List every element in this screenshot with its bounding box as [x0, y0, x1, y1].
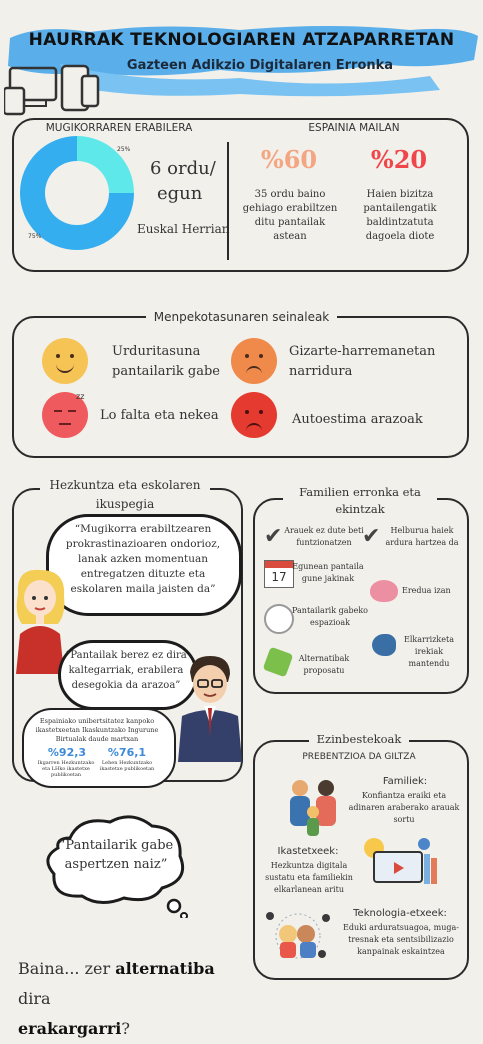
plate-icon — [264, 604, 294, 634]
stat1-text: 35 ordu baino gehiago erabiltzen ditu pantailak astean — [242, 189, 338, 242]
sign-text-4: Autoestima arazoak — [292, 412, 423, 427]
usage-region: Euskal Herrian — [137, 222, 230, 236]
closing-bold-2: erakargarri — [18, 1019, 122, 1038]
usage-divider — [227, 142, 229, 260]
ikastetxeek-text: Hezkuntza digitala sustatu eta familiekin elkarlanean aritu — [265, 861, 353, 894]
sign-text-2: Gizarte-harremanetan narridura — [289, 344, 436, 379]
checkmark-icon-2: ✔ — [362, 524, 381, 549]
family-item-6: Elkarrizketa irekiak mantendu — [403, 635, 454, 668]
closing-line: Baina... zer alternatiba dira erakargarri? — [18, 959, 215, 1038]
donut-slice-1 — [77, 136, 134, 193]
donut-label-small: 25% — [117, 146, 131, 153]
essentials-title-wrap — [253, 728, 465, 747]
family-item-2: Helburua haiek ardura hartzea da — [385, 526, 459, 547]
page-title: HAURRAK TEKNOLOGIAREN ATZAPARRETAN — [28, 30, 455, 50]
usage-hours: 6 ordu/ — [150, 158, 216, 179]
stat2-value: %20 — [370, 145, 428, 174]
family-item-7: Alternatibak proposatu — [298, 654, 350, 675]
checkmark-icon: ✔ — [264, 524, 283, 549]
quote-1: “Mugikorra erabiltzearen prokrastinazioaren ondorioz, lanak azken momentuan entregatzen dituzte eta eskolaren maila jaisten da” — [65, 523, 221, 595]
signs-panel — [12, 316, 469, 458]
stat2-text: Haien bizitza pantailengatik baldintzatuta dagoela diote — [363, 189, 437, 242]
family-item-1: Arauek ez dute beti funtzionatzen — [284, 526, 364, 547]
quote-2: “Pantailak berez ez dira kaltegarriak, erabilera desegokia da arazoa” — [65, 650, 187, 691]
education-title-wrap: Hezkuntza eta eskolaren ikuspegia — [40, 476, 210, 514]
family-illustration — [278, 776, 348, 838]
brain-icon — [370, 580, 398, 602]
essentials-subtitle: PREBENTZIOA DA GILTZA — [302, 752, 416, 762]
donut-label-big: 75% — [28, 233, 42, 240]
usage-left-title: MUGIKORRAREN ERABILERA — [45, 122, 193, 134]
familiek-text: Konfiantza eraiki eta adinaren araberako arauak sortu — [348, 791, 460, 824]
tired-face-icon: zz — [42, 392, 88, 438]
worried-face-icon — [231, 392, 277, 438]
speaking-head-icon — [372, 634, 396, 656]
stat1-value: %60 — [260, 145, 318, 174]
sad-face-icon — [231, 338, 277, 384]
usage-right-title: ESPAINIA MAILAN — [308, 122, 400, 134]
sign-text-3: Lo falta eta nekea — [100, 408, 219, 423]
signs-title-wrap — [0, 306, 483, 325]
teknologia-title: Teknologia-etxeek: — [353, 908, 447, 919]
calendar-icon: 17 — [264, 560, 294, 588]
ikastetxeek-title: Ikastetxeek: — [277, 846, 339, 857]
survey-pct-1-label: Ikgarren Hezkuntzako eta LHko ikastetxe publikoetan — [37, 760, 95, 778]
family-item-3: Egunean pantaila gune jakinak — [292, 562, 364, 583]
cloud-quote: “Pantailarik gabe aspertzen naiz” — [58, 838, 174, 872]
computer-illustration — [360, 834, 440, 894]
closing-bold-1: alternatiba — [115, 959, 215, 978]
survey-pct-2: %76,1 — [107, 746, 147, 759]
teknologia-text: Eduki arduratsuagoa, muga-tresnak eta sentsibilizazio kanpainak eskaintzea — [343, 923, 459, 956]
teacher-man-illustration — [176, 652, 244, 762]
devices-icon — [4, 62, 104, 118]
kids-illustration — [262, 906, 334, 964]
survey-pct-1: %92,3 — [47, 746, 87, 759]
signs-title: Menpekotasunaren seinaleak — [146, 310, 338, 324]
familiek-title: Familiek: — [382, 776, 428, 787]
survey-text: Espainiako unibertsitatez kanpoko ikastetxeetan Ikaskuntzako Ingurune Birtualak daude martxan — [35, 717, 159, 743]
usage-hours-unit: egun — [157, 183, 203, 204]
sign-text-1: Urduritasuna pantailarik gabe — [112, 344, 220, 379]
survey-pct-2-label: Lehen Hezkuntzako ikastetxe publikoetan — [99, 760, 155, 772]
page-subtitle: Gazteen Adikzio Digitalaren Erronka — [126, 58, 394, 73]
family-item-5: Pantailarik gabeko espazioak — [292, 606, 368, 627]
family-item-4: Eredua izan — [402, 586, 451, 595]
smile-face-icon — [42, 338, 88, 384]
essentials-title: Ezinbestekoak — [309, 732, 410, 746]
family-title-wrap: Familien erronka eta ekintzak — [283, 484, 437, 518]
